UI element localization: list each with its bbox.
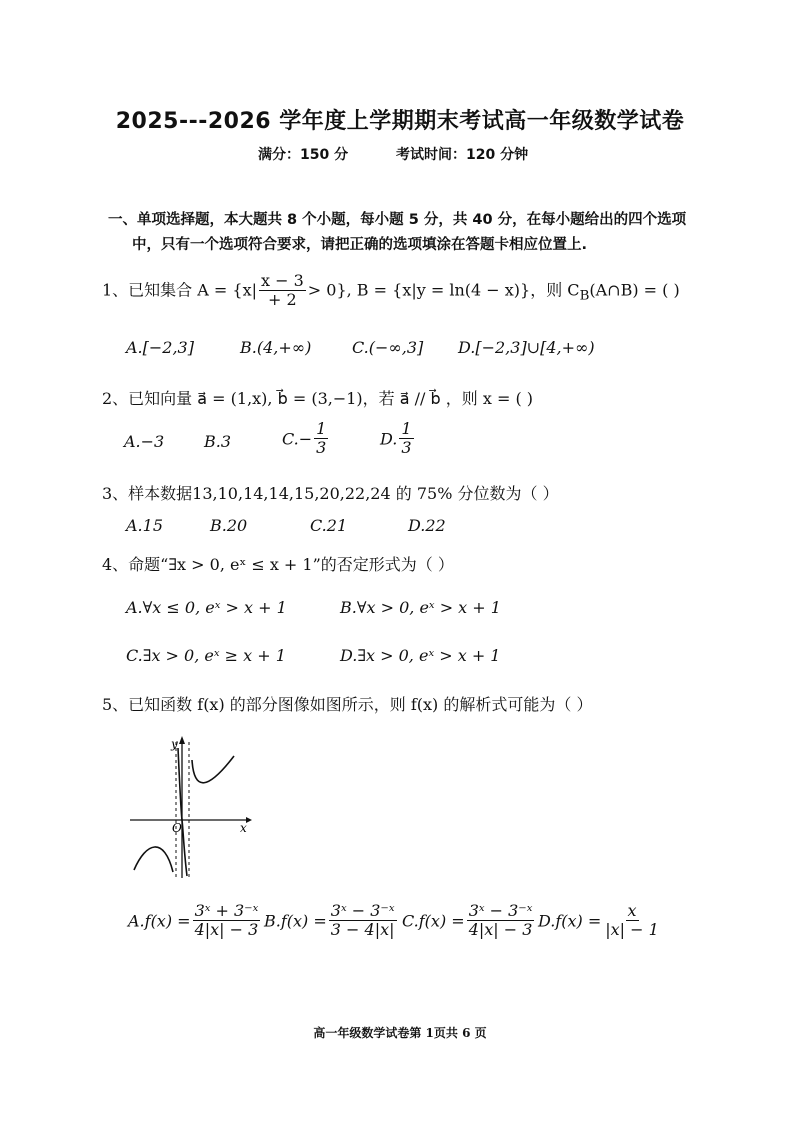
q5-a-prefix: A.f(x) = — [128, 911, 191, 931]
q5-b-prefix: B.f(x) = — [264, 911, 327, 931]
page-title: 2025---2026 学年度上学期期末考试高一年级数学试卷 — [115, 109, 685, 134]
q2-d-num: 1 — [401, 419, 412, 438]
q4-option-b: B.∀x > 0, eˣ > x + 1 — [340, 598, 501, 617]
q2-c-fraction — [314, 420, 328, 458]
q1-mid: > 0}, B = {x|y = ln(4 − x)}，则 C — [307, 280, 580, 300]
q5-c-prefix: C.f(x) = — [402, 911, 465, 931]
q2-option-a: A.−3 — [124, 432, 165, 451]
q2-d-fraction — [399, 420, 413, 458]
q2-option-c — [282, 420, 330, 458]
q4-option-d: D.∃x > 0, eˣ > x + 1 — [340, 646, 501, 665]
q5-c-fraction — [467, 902, 535, 940]
q1-prefix: 1、已知集合 A = {x| — [102, 280, 257, 300]
q5-b-num: 3ˣ − 3⁻ˣ — [330, 901, 395, 920]
q2-option-d — [380, 420, 416, 458]
q1-option-c: C.(−∞,3] — [352, 338, 424, 357]
q5-option-c — [402, 902, 536, 940]
q5-c-den: 4|x| − 3 — [468, 920, 533, 940]
q3-option-b: B.20 — [210, 516, 248, 535]
q2-d-den: 3 — [401, 438, 412, 458]
q5-d-den: |x| − 1 — [605, 920, 659, 940]
q3-option-d: D.22 — [408, 516, 446, 535]
q3-option-a: A.15 — [126, 516, 163, 535]
curve-right-branch — [192, 756, 234, 783]
q1-sub: B — [579, 288, 590, 304]
q1-fraction — [259, 272, 306, 310]
section-instructions-line2: 中，只有一个选项符合要求，请把正确的选项填涂在答题卡相应位置上. — [132, 237, 588, 253]
q4-option-a: A.∀x ≤ 0, eˣ > x + 1 — [126, 598, 287, 617]
q5-b-fraction — [329, 902, 397, 940]
q1-option-a: A.[−2,3] — [126, 338, 194, 357]
q1-tail: (A∩B) = ( ) — [589, 280, 680, 300]
q1-frac-num: x − 3 — [261, 271, 304, 290]
q5-option-a — [128, 902, 262, 940]
q5-option-b — [264, 902, 399, 940]
question-1-stem — [102, 272, 680, 310]
origin-label: O — [172, 821, 182, 835]
question-5-stem: 5、已知函数 f(x) 的部分图像如图所示，则 f(x) 的解析式可能为（ ） — [102, 695, 593, 714]
q5-a-den: 4|x| − 3 — [194, 920, 259, 940]
q5-a-num: 3ˣ + 3⁻ˣ — [194, 901, 259, 920]
y-axis-arrow — [179, 736, 185, 744]
question-4-stem: 4、命题“∃x > 0, eˣ ≤ x + 1”的否定形式为（ ） — [102, 555, 454, 574]
x-axis-label: x — [240, 821, 247, 835]
q2-option-b: B.3 — [204, 432, 232, 451]
q5-d-num: x — [627, 901, 637, 920]
q2-c-den: 3 — [316, 438, 327, 458]
q2-c-prefix: C.− — [282, 429, 313, 449]
question-2-stem: 2、已知向量 a⃗ = (1,x), b⃗ = (3,−1)，若 a⃗ // b⃗ ，则 x = ( ) — [102, 389, 534, 408]
function-graph — [124, 732, 254, 882]
time-info: 考试时间：120 分钟 — [396, 147, 529, 163]
y-axis-label: y — [171, 737, 178, 751]
q4-option-c: C.∃x > 0, eˣ ≥ x + 1 — [126, 646, 286, 665]
q5-d-fraction — [603, 902, 661, 940]
question-3-stem: 3、样本数据13,10,14,14,15,20,22,24 的 75% 分位数为（ ） — [102, 484, 559, 503]
x-axis-arrow — [246, 817, 252, 823]
q3-option-c: C.21 — [310, 516, 348, 535]
q5-d-prefix: D.f(x) = — [538, 911, 602, 931]
q5-b-den: 3 − 4|x| — [330, 920, 395, 940]
page-footer: 高一年级数学试卷第 1页共 6 页 — [313, 1026, 487, 1040]
q1-option-d: D.[−2,3]∪[4,+∞) — [458, 338, 595, 357]
score-info: 满分：150 分 — [258, 147, 349, 163]
curve-left-branch — [134, 847, 173, 872]
section-instructions-line1: 一、单项选择题，本大题共 8 个小题，每小题 5 分，共 40 分，在每小题给出的四个选项 — [108, 212, 687, 228]
q2-d-prefix: D. — [380, 429, 398, 449]
q5-c-num: 3ˣ − 3⁻ˣ — [468, 901, 533, 920]
q5-a-fraction — [193, 902, 261, 940]
q2-c-num: 1 — [316, 419, 327, 438]
q1-option-b: B.(4,+∞) — [240, 338, 312, 357]
q5-option-d — [538, 902, 663, 940]
q1-frac-den: + 2 — [268, 290, 297, 310]
